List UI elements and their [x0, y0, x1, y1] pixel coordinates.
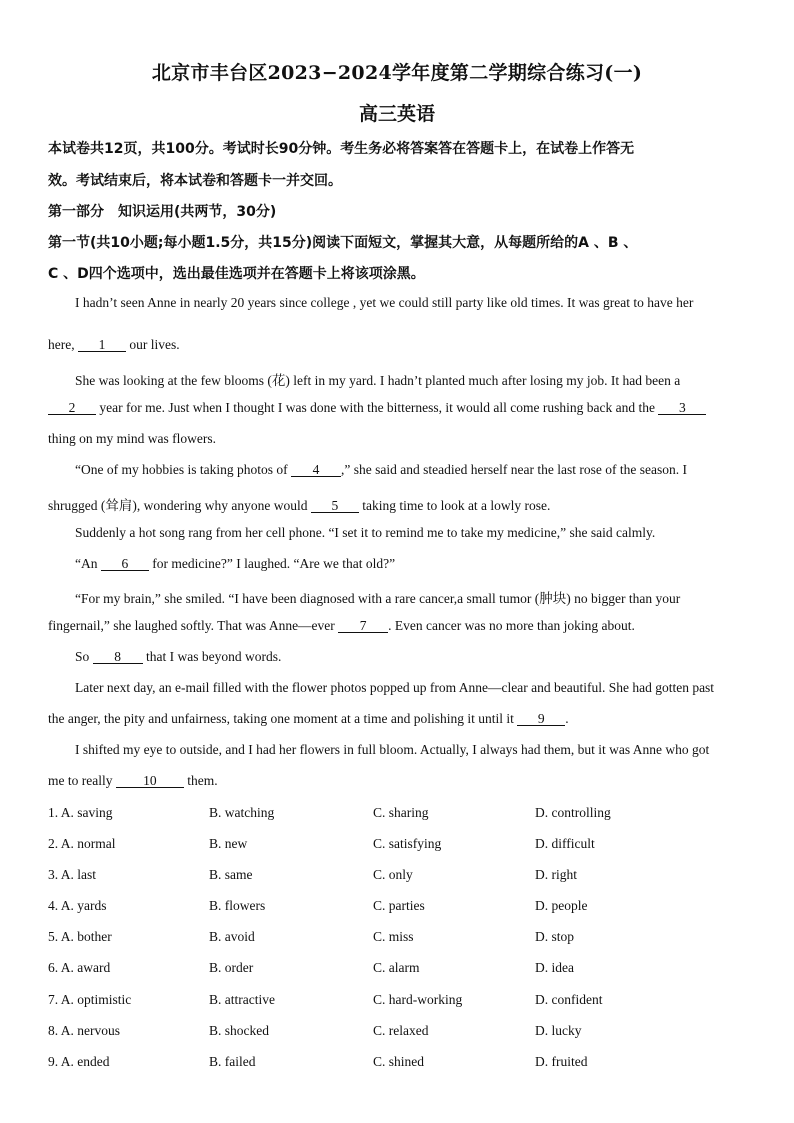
option-d: D. difficult	[535, 836, 595, 851]
passage-text: for medicine?” I laughed. “Are we that old?”	[148, 556, 396, 571]
passage-text: “An	[75, 556, 101, 571]
passage-line	[48, 400, 706, 416]
option-a: 8. A. nervous	[48, 1023, 120, 1038]
option-d: D. lucky	[535, 1023, 582, 1038]
passage-text: them.	[183, 773, 218, 788]
option-a: 2. A. normal	[48, 836, 116, 851]
option-d: D. idea	[535, 960, 574, 975]
option-b: B. new	[209, 836, 248, 851]
blank-8: 8	[93, 650, 143, 664]
passage-text: the anger, the pity and unfairness, taking one moment at a time and polishing it until it	[48, 711, 518, 726]
option-d: D. people	[535, 898, 588, 913]
option-b: B. order	[209, 960, 254, 975]
option-a: 1. A. saving	[48, 805, 113, 820]
instructions-line-2: 效。考试结束后，将本试卷和答题卡一并交回。	[48, 173, 342, 189]
option-d: D. stop	[535, 929, 575, 944]
passage-text: taking time to look at a lowly rose.	[358, 498, 551, 513]
option-c: C. parties	[373, 898, 425, 913]
blank-5: 5	[311, 499, 359, 513]
option-a: 7. A. optimistic	[48, 992, 132, 1007]
passage-text: here,	[48, 337, 78, 352]
exam-subject: 高三英语	[358, 103, 435, 125]
instructions-line-1: 本试卷共12页，共100分。考试时长90分钟。考生务必将答案答在答题卡上，在试卷上作答无	[48, 141, 635, 157]
option-c: C. sharing	[373, 805, 429, 820]
passage-line: She was looking at the few blooms (花) left in my yard. I hadn’t planted much after losing my job. It had been a	[75, 373, 681, 388]
passage-text: our lives.	[125, 337, 180, 352]
passage-line	[75, 556, 395, 572]
question-options-6	[0, 960, 794, 991]
option-c: C. hard-working	[373, 992, 463, 1007]
option-c: C. miss	[373, 929, 414, 944]
passage-text: shrugged (耸肩), wondering why anyone would	[48, 498, 311, 513]
part1-heading: 第一部分 知识运用(共两节，30分)	[48, 204, 277, 220]
blank-4: 4	[291, 463, 341, 477]
option-b: B. watching	[209, 805, 275, 820]
question-options-8	[0, 1023, 794, 1054]
option-c: C. shined	[373, 1054, 425, 1069]
option-b: B. attractive	[209, 992, 275, 1007]
passage-line	[48, 337, 180, 353]
blank-10: 10	[116, 774, 184, 788]
option-d: D. fruited	[535, 1054, 588, 1069]
passage-line: I shifted my eye to outside, and I had her flowers in full bloom. Actually, I always had them, but it was Anne who got	[75, 742, 710, 757]
passage-text: So	[75, 649, 93, 664]
passage-text: “One of my hobbies is taking photos of	[75, 462, 291, 477]
passage-line	[48, 773, 218, 789]
option-b: B. failed	[209, 1054, 256, 1069]
option-b: B. avoid	[209, 929, 255, 944]
blank-6: 6	[101, 557, 149, 571]
passage-line: I hadn’t seen Anne in nearly 20 years since college , yet we could still party like old times. It was great to have her	[75, 295, 694, 310]
option-a: 5. A. bother	[48, 929, 112, 944]
option-c: C. relaxed	[373, 1023, 429, 1038]
passage-line	[75, 649, 281, 665]
question-options-7	[0, 992, 794, 1023]
question-options-5	[0, 929, 794, 960]
option-a: 9. A. ended	[48, 1054, 110, 1069]
passage-text: year for me. Just when I thought I was done with the bitterness, it would all come rushing back and the	[96, 400, 659, 415]
passage-text: ,” she said and steadied herself near the last rose of the season. I	[340, 462, 687, 477]
option-b: B. shocked	[209, 1023, 269, 1038]
blank-9: 9	[517, 712, 565, 726]
question-options-9	[0, 1054, 794, 1085]
passage-text: that I was beyond words.	[142, 649, 282, 664]
question-options-1	[0, 805, 794, 836]
option-b: B. flowers	[209, 898, 266, 913]
passage-line: Suddenly a hot song rang from her cell phone. “I set it to remind me to take my medicine,” she said calmly.	[75, 525, 656, 540]
passage-text: me to really	[48, 773, 116, 788]
blank-2: 2	[48, 401, 96, 415]
option-a: 3. A. last	[48, 867, 97, 882]
option-d: D. confident	[535, 992, 603, 1007]
passage-line	[48, 711, 569, 727]
passage-line	[48, 494, 550, 514]
passage-line: “For my brain,” she smiled. “I have been diagnosed with a rare cancer,a small tumor (肿块) no bigger than your	[75, 591, 681, 606]
blank-7: 7	[338, 619, 388, 633]
option-d: D. controlling	[535, 805, 611, 820]
blank-3: 3	[658, 401, 706, 415]
passage-text: . Even cancer was no more than joking about.	[388, 618, 635, 633]
option-d: D. right	[535, 867, 577, 882]
section1-instructions-line-2: C 、D四个选项中，选出最佳选项并在答题卡上将该项涂黑。	[48, 266, 425, 282]
section1-instructions-line-1: 第一节(共10小题;每小题1.5分，共15分)阅读下面短文，掌握其大意，从每题所给的A 、B 、	[48, 235, 638, 251]
option-a: 4. A. yards	[48, 898, 107, 913]
exam-title: 北京市丰台区2023−2024学年度第二学期综合练习(一)	[151, 62, 643, 84]
passage-text: fingernail,” she laughed softly. That was Anne—ever	[48, 618, 339, 633]
option-c: C. only	[373, 867, 413, 882]
question-options-3	[0, 867, 794, 898]
option-c: C. alarm	[373, 960, 420, 975]
option-b: B. same	[209, 867, 253, 882]
blank-1: 1	[78, 338, 126, 352]
option-a: 6. A. award	[48, 960, 111, 975]
question-options-2	[0, 836, 794, 867]
passage-line: Later next day, an e-mail filled with the flower photos popped up from Anne—clear and beautiful. She had gotten past	[75, 680, 715, 695]
passage-line	[75, 462, 687, 478]
option-c: C. satisfying	[373, 836, 442, 851]
passage-line	[48, 618, 635, 634]
passage-text: .	[565, 711, 569, 726]
passage-line: thing on my mind was flowers.	[48, 431, 216, 446]
question-options-4	[0, 898, 794, 929]
